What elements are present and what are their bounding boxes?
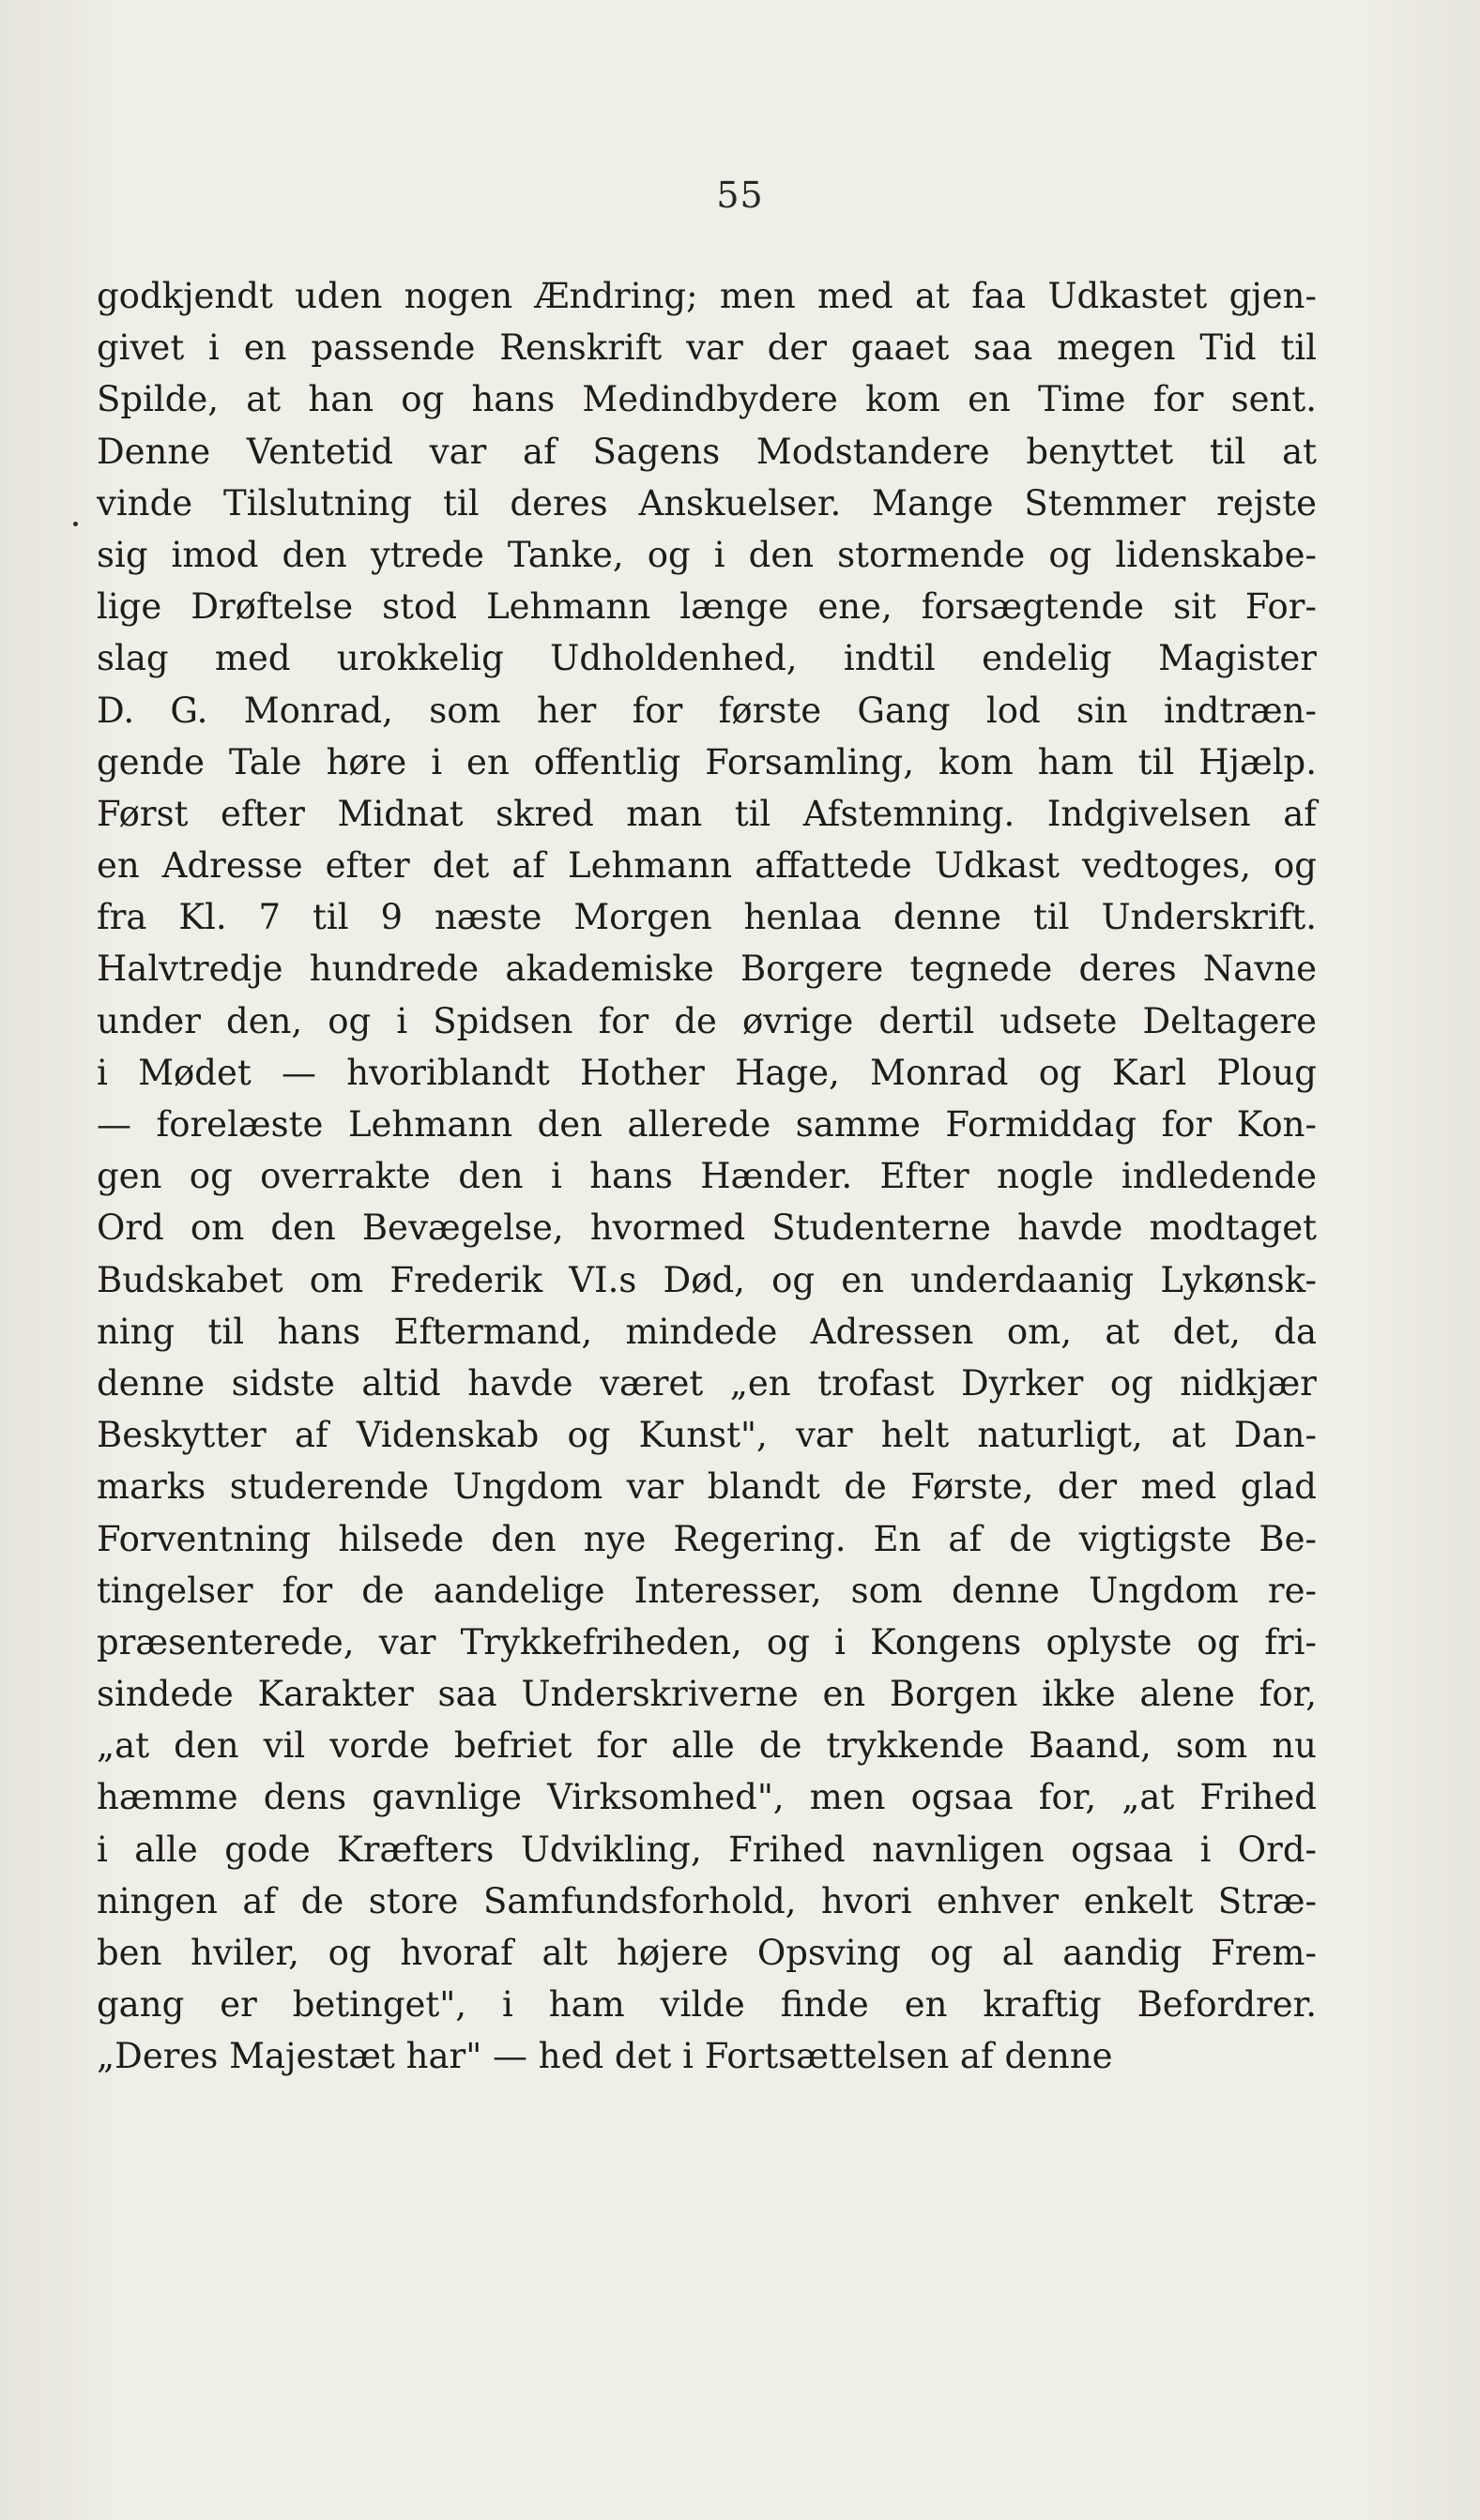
margin-mark [73,522,78,526]
text-line: præsenterede, var Trykkefriheden, og i Kongens oplyste og fri- [97,1621,1317,1662]
text-line: under den, og i Spidsen for de øvrige dertil udsete Deltagere [97,1000,1317,1041]
text-line: Først efter Midnat skred man til Afstemning. Indgivelsen af [97,793,1317,834]
text-line: hæmme dens gavnlige Virksomhed", men ogsaa for, „at Frihed [97,1777,1317,1818]
text-line: denne sidste altid havde været „en trofast Dyrker og nidkjær [97,1362,1317,1404]
text-line: „Deres Majestæt har" — hed det i Fortsættelsen af denne [97,2036,1113,2077]
text-line: gen og overrakte den i hans Hænder. Efter nogle indledende [97,1156,1317,1197]
page-number: 55 [716,175,764,216]
text-line: i Mødet — hvoriblandt Hother Hage, Monrad og Karl Ploug [97,1052,1317,1093]
text-line: i alle gode Kræfters Udvikling, Frihed navnligen ogsaa i Ord- [97,1829,1317,1870]
text-line: Ord om den Bevægelse, hvormed Studenterne havde modtaget [97,1207,1317,1249]
text-line: vinde Tilslutning til deres Anskuelser. Mange Stemmer rejste [97,482,1317,524]
text-line: fra Kl. 7 til 9 næste Morgen henlaa denne til Underskrift. [97,897,1317,938]
text-line: en Adresse efter det af Lehmann affattede Udkast vedtoges, og [97,845,1317,887]
text-line: Budskabet om Frederik VI.s Død, og en underdaanig Lykønsk- [97,1259,1317,1300]
text-line: Beskytter af Videnskab og Kunst", var helt naturligt, at Dan- [97,1415,1317,1456]
text-line: godkjendt uden nogen Ændring; men med at faa Udkastet gjen- [97,276,1317,316]
text-line: gang er betinget", i ham vilde finde en kraftig Befordrer. [97,1984,1317,2026]
text-line: tingelser for de aandelige Interesser, som denne Ungdom re- [97,1570,1317,1611]
text-line: gende Tale høre i en offentlig Forsamling, kom ham til Hjælp. [97,741,1317,782]
text-line: ning til hans Eftermand, mindede Adressen om, at det, da [97,1311,1317,1352]
text-line: „at den vil vorde befriet for alle de trykkende Baand, som nu [97,1725,1317,1767]
text-line: marks studerende Ungdom var blandt de Første, der med glad [97,1466,1317,1508]
text-line: — forelæste Lehmann den allerede samme Formiddag for Kon- [97,1104,1317,1145]
text-line: Forventning hilsede den nye Regering. En af de vigtigste Be- [97,1518,1317,1559]
text-line: ningen af de store Samfundsforhold, hvori enhver enkelt Stræ- [97,1880,1317,1921]
text-line: D. G. Monrad, som her for første Gang lod sin indtræn- [97,690,1317,731]
text-line: sindede Karakter saa Underskriverne en Borgen ikke alene for, [97,1674,1317,1715]
text-line: lige Drøftelse stod Lehmann længe ene, forsægtende sit For- [97,586,1317,628]
text-line: Denne Ventetid var af Sagens Modstandere benyttet til at [97,431,1317,472]
text-line: Halvtredje hundrede akademiske Borgere tegnede deres Navne [97,949,1317,990]
text-line: slag med urokkelig Udholdenhed, indtil endelig Magister [97,638,1317,679]
text-line: givet i en passende Renskrift var der gaaet saa megen Tid til [97,327,1317,369]
text-line: Spilde, at han og hans Medindbydere kom en Time for sent. [97,379,1317,420]
body-text [97,270,1317,2083]
text-line: sig imod den ytrede Tanke, og i den stormende og lidenskabe- [97,534,1317,575]
text-line: ben hviler, og hvoraf alt højere Opsving og al aandig Frem- [97,1933,1317,1973]
